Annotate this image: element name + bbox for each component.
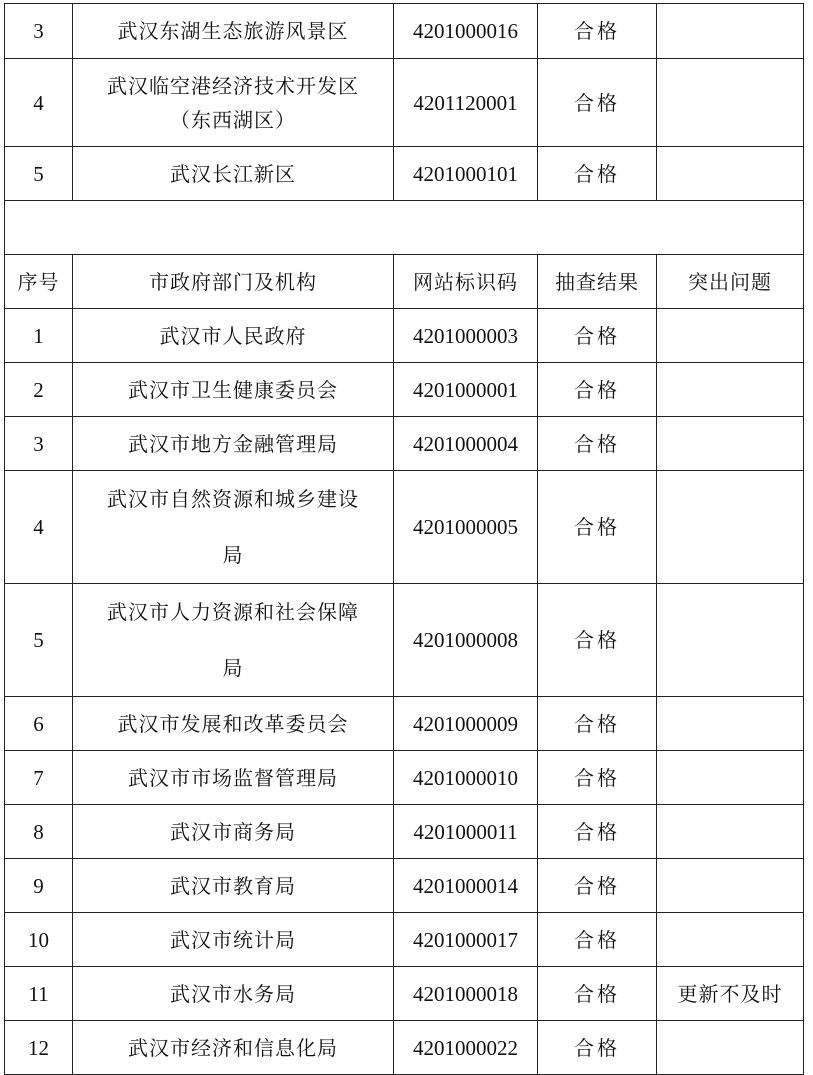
separator-row (5, 201, 804, 255)
agency-name: 武汉东湖生态旅游风景区 (73, 4, 394, 59)
agency-name (73, 751, 394, 805)
table-row (5, 417, 804, 471)
agency-name-line: 局 (222, 656, 244, 680)
inspection-table (4, 3, 804, 1075)
agency-name-line: 武汉市人力资源和社会保障 (107, 600, 359, 624)
agency-name-line: 武汉市教育局 (170, 873, 296, 898)
header-issue: 突出问题 (657, 255, 804, 309)
agency-name-line: 武汉市经济和信息化局 (128, 1035, 338, 1060)
issue-cell (657, 4, 804, 59)
agency-name-line: 武汉市自然资源和城乡建设 (107, 487, 359, 511)
check-result: 合格 (538, 363, 657, 417)
table-row (5, 751, 804, 805)
check-result: 合格 (538, 4, 657, 59)
agency-name (73, 805, 394, 859)
agency-name (73, 309, 394, 363)
table-row (5, 859, 804, 913)
issue-cell (657, 751, 804, 805)
agency-name (73, 584, 394, 697)
row-number: 2 (5, 363, 73, 417)
row-number: 1 (5, 309, 73, 363)
issue-cell (657, 471, 804, 584)
check-result: 合格 (538, 697, 657, 751)
row-number: 10 (5, 913, 73, 967)
issue-cell: 更新不及时 (657, 967, 804, 1021)
issue-cell (657, 859, 804, 913)
table-row (5, 147, 804, 201)
site-code: 4201000009 (394, 697, 538, 751)
agency-name-line: （东西湖区） (170, 107, 296, 132)
agency-name (73, 697, 394, 751)
site-code: 4201120001 (394, 59, 538, 147)
agency-name (73, 417, 394, 471)
table-row (5, 1021, 804, 1075)
site-code: 4201000014 (394, 859, 538, 913)
agency-name (73, 471, 394, 584)
agency-name (73, 363, 394, 417)
agency-name (73, 913, 394, 967)
agency-name (73, 967, 394, 1021)
issue-cell (657, 584, 804, 697)
issue-cell (657, 59, 804, 147)
site-code: 4201000010 (394, 751, 538, 805)
site-code: 4201000017 (394, 913, 538, 967)
table-row (5, 59, 804, 147)
site-code: 4201000016 (394, 4, 538, 59)
check-result: 合格 (538, 147, 657, 201)
table-row (5, 471, 804, 584)
table-row (5, 913, 804, 967)
check-result: 合格 (538, 859, 657, 913)
agency-name (73, 59, 394, 147)
check-result: 合格 (538, 584, 657, 697)
agency-name-line: 武汉市卫生健康委员会 (128, 377, 338, 402)
row-number: 4 (5, 59, 73, 147)
agency-name-line: 武汉市发展和改革委员会 (117, 711, 349, 736)
header-no: 序号 (5, 255, 73, 309)
issue-cell (657, 697, 804, 751)
issue-cell (657, 147, 804, 201)
header-result: 抽查结果 (538, 255, 657, 309)
row-number: 3 (5, 417, 73, 471)
site-code: 4201000004 (394, 417, 538, 471)
row-number: 12 (5, 1021, 73, 1075)
site-code: 4201000022 (394, 1021, 538, 1075)
row-number: 6 (5, 697, 73, 751)
site-code: 4201000005 (394, 471, 538, 584)
check-result: 合格 (538, 471, 657, 584)
check-result: 合格 (538, 913, 657, 967)
table-row (5, 309, 804, 363)
header-code: 网站标识码 (394, 255, 538, 309)
check-result: 合格 (538, 967, 657, 1021)
site-code: 4201000011 (394, 805, 538, 859)
agency-name: 武汉长江新区 (73, 147, 394, 201)
header-name: 市政府部门及机构 (73, 255, 394, 309)
agency-name (73, 859, 394, 913)
site-code: 4201000101 (394, 147, 538, 201)
agency-name-line: 武汉市水务局 (170, 981, 296, 1006)
table-row (5, 363, 804, 417)
row-number: 9 (5, 859, 73, 913)
check-result: 合格 (538, 751, 657, 805)
issue-cell (657, 913, 804, 967)
agency-name-line: 武汉市统计局 (170, 927, 296, 952)
agency-name-line: 局 (222, 543, 244, 567)
table-row (5, 697, 804, 751)
agency-name-line: 武汉市商务局 (170, 819, 296, 844)
issue-cell (657, 309, 804, 363)
site-code: 4201000001 (394, 363, 538, 417)
table-row (5, 805, 804, 859)
agency-name-line: 武汉市地方金融管理局 (128, 431, 338, 456)
row-number: 7 (5, 751, 73, 805)
agency-name-line: 武汉临空港经济技术开发区 (107, 73, 359, 98)
site-code: 4201000003 (394, 309, 538, 363)
site-code: 4201000008 (394, 584, 538, 697)
agency-name-line: 武汉市市场监督管理局 (128, 765, 338, 790)
row-number: 11 (5, 967, 73, 1021)
check-result: 合格 (538, 309, 657, 363)
row-number: 3 (5, 4, 73, 59)
agency-name (73, 1021, 394, 1075)
issue-cell (657, 363, 804, 417)
header-row (5, 255, 804, 309)
site-code: 4201000018 (394, 967, 538, 1021)
separator-cell (5, 201, 804, 255)
row-number: 8 (5, 805, 73, 859)
issue-cell (657, 1021, 804, 1075)
table-row (5, 4, 804, 59)
check-result: 合格 (538, 59, 657, 147)
row-number: 5 (5, 147, 73, 201)
issue-cell (657, 417, 804, 471)
agency-name-line: 武汉市人民政府 (159, 323, 307, 348)
table-row (5, 584, 804, 697)
check-result: 合格 (538, 417, 657, 471)
check-result: 合格 (538, 1021, 657, 1075)
row-number: 5 (5, 584, 73, 697)
table-row (5, 967, 804, 1021)
check-result: 合格 (538, 805, 657, 859)
table-body (5, 4, 804, 1075)
row-number: 4 (5, 471, 73, 584)
issue-cell (657, 805, 804, 859)
